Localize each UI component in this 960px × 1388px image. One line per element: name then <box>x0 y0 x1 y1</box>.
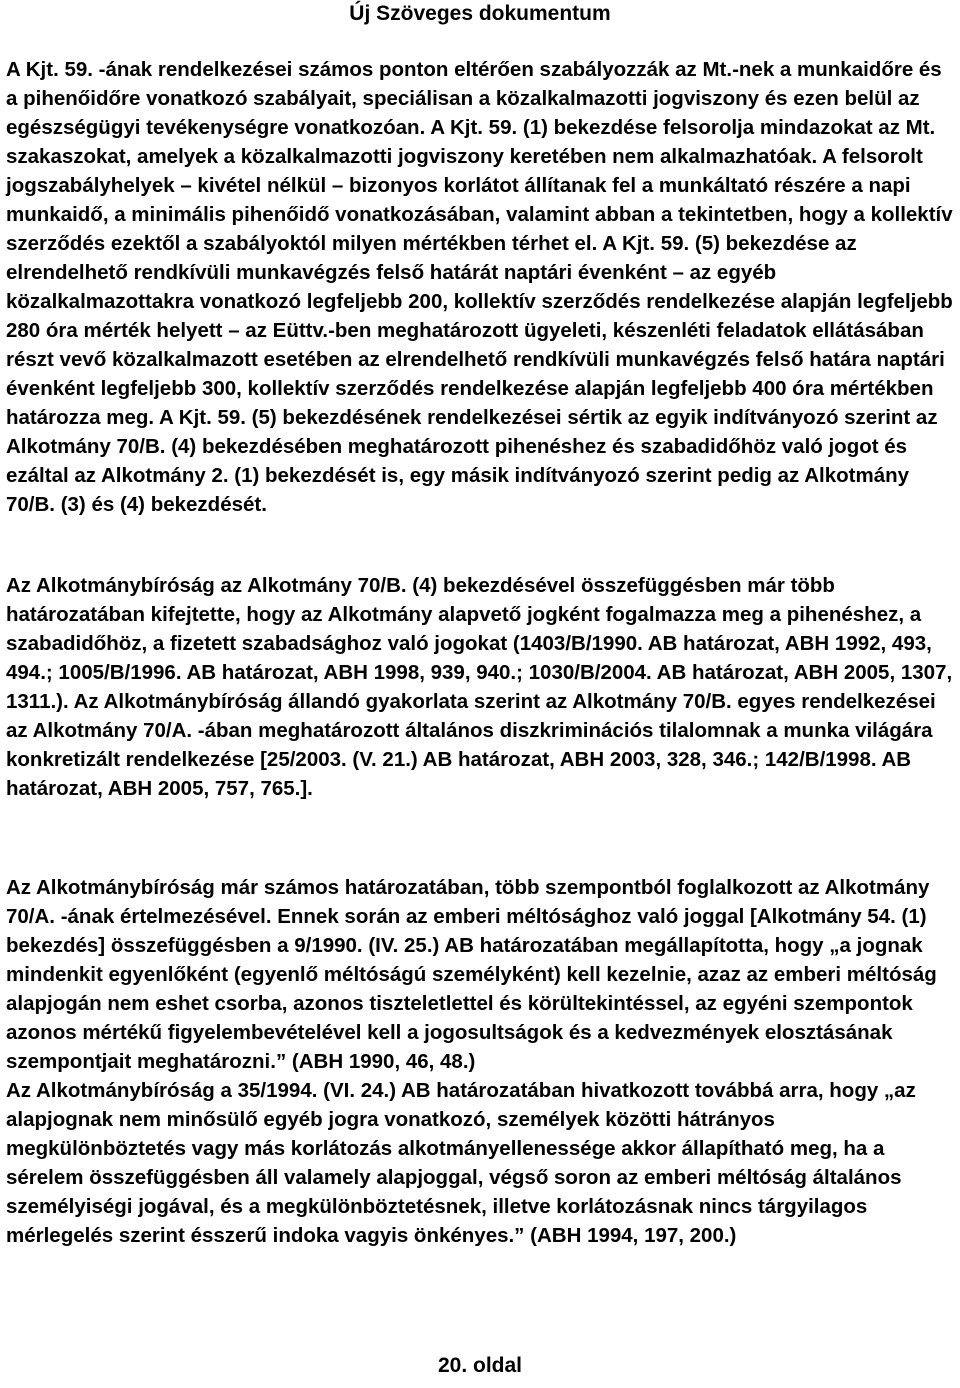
page-number: 20. oldal <box>437 1354 523 1377</box>
paragraph-kjt-59: A Kjt. 59. -ának rendelkezései számos ponton eltérően szabályozzák az Mt.-nek a munkaidőre és a pihenőidőre vonatkozó szabályait, speciálisan a közalkalmazotti jogviszony és ezen belül az egészségügyi tevékenységre vonatkozóan. A Kjt. 59. (1) bekezdése felsorolja mindazokat az Mt. szakaszokat, amelyek a közalkalmazotti jogviszony keretében nem alkalmazhatóak. A felsorolt jogszabályhelyek – kivétel nélkül – bizonyos korlátot állítanak fel a munkáltató részére a napi munkaidő, a minimális pihenőidő vonatkozásában, valamint abban a tekintetben, hogy a kollektív szerződés ezektől a szabályoktól milyen mértékben térhet el. A Kjt. 59. (5) bekezdése az elrendelhető rendkívüli munkavégzés felső határát naptári évenként – az egyéb közalkalmazottakra vonatkozó legfeljebb 200, kollektív szerződés rendelkezése alapján legfeljebb 280 óra mérték helyett – az Eüttv.-ben meghatározott ügyeleti, készenléti feladatok ellátásában részt vevő közalkalmazott esetében az elrendelhető rendkívüli munkavégzés felső határa naptári évenként legfeljebb 300, kollektív szerződés rendelkezése alapján legfeljebb 400 óra mértékben határozza meg. A Kjt. 59. (5) bekezdésének rendelkezései sértik az egyik indítványozó szerint az Alkotmány 70/B. (4) bekezdésében meghatározott pihenéshez és szabadidőhöz való jogot és ezáltal az Alkotmány 2. (1) bekezdését is, egy másik indítványozó szerint pedig az Alkotmány 70/B. (3) és (4) bekezdését. <box>6 58 953 516</box>
paragraph-alkotmany-70b: Az Alkotmánybíróság az Alkotmány 70/B. (4) bekezdésével összefüggésben már több határozatában kifejtette, hogy az Alkotmány alapvető jogként fogalmazza meg a pihenéshez, a szabadidőhöz, a fizetett szabadsághoz való jogokat (1403/B/1990. AB határozat, ABH 1992, 493, 494.; 1005/B/1996. AB határozat, ABH 1998, 939, 940.; 1030/B/2004. AB határozat, ABH 2005, 1307, 1311.). Az Alkotmánybíróság állandó gyakorlata szerint az Alkotmány 70/B. egyes rendelkezései az Alkotmány 70/A. -ában meghatározott általános diszkriminációs tilalomnak a munka világára konkretizált rendelkezése [25/2003. (V. 21.) AB határozat, ABH 2003, 328, 346.; 142/B/1998. AB határozat, ABH 2005, 757, 765.]. <box>6 574 953 800</box>
paragraph-alkotmany-70a: Az Alkotmánybíróság már számos határozatában, több szempontból foglalkozott az Alkotmány 70/A. -ának értelmezésével. Ennek során az emberi méltósághoz való joggal [Alkotmány 54. (1) bekezdés] összefüggésben a 9/1990. (IV. 25.) AB határozatában megállapította, hogy „a jognak mindenkit egyenlőként (egyenlő méltóságú személyként) kell kezelnie, azaz az emberi méltóság alapjogán nem eshet csorba, azonos tiszteletlettel és körültekintéssel, az egyéni szempontok azonos mértékű figyelembevételével kell a jogosultságok és a kedvezmények elosztásának szempontjait meghatározni.” (ABH 1990, 46, 48.) <box>6 876 937 1073</box>
document-title: Új Szöveges dokumentum <box>349 2 611 25</box>
paragraph-ab-35-1994: Az Alkotmánybíróság a 35/1994. (VI. 24.) AB határozatában hivatkozott továbbá arra, hogy „az alapjognak nem minősülő egyéb jogra vonatkozó, személyek közötti hátrányos megkülönböztetés vagy más korlátozás alkotmányellenessége akkor állapítható meg, ha a sérelem összefüggésben áll valamely alapjoggal, végső soron az emberi méltóság általános személyiségi jogával, és a megkülönböztetésnek, illetve korlátozásnak nincs tárgyilagos mérlegelés szerint ésszerű indoka vagyis önkényes.” (ABH 1994, 197, 200.) <box>6 1079 916 1247</box>
